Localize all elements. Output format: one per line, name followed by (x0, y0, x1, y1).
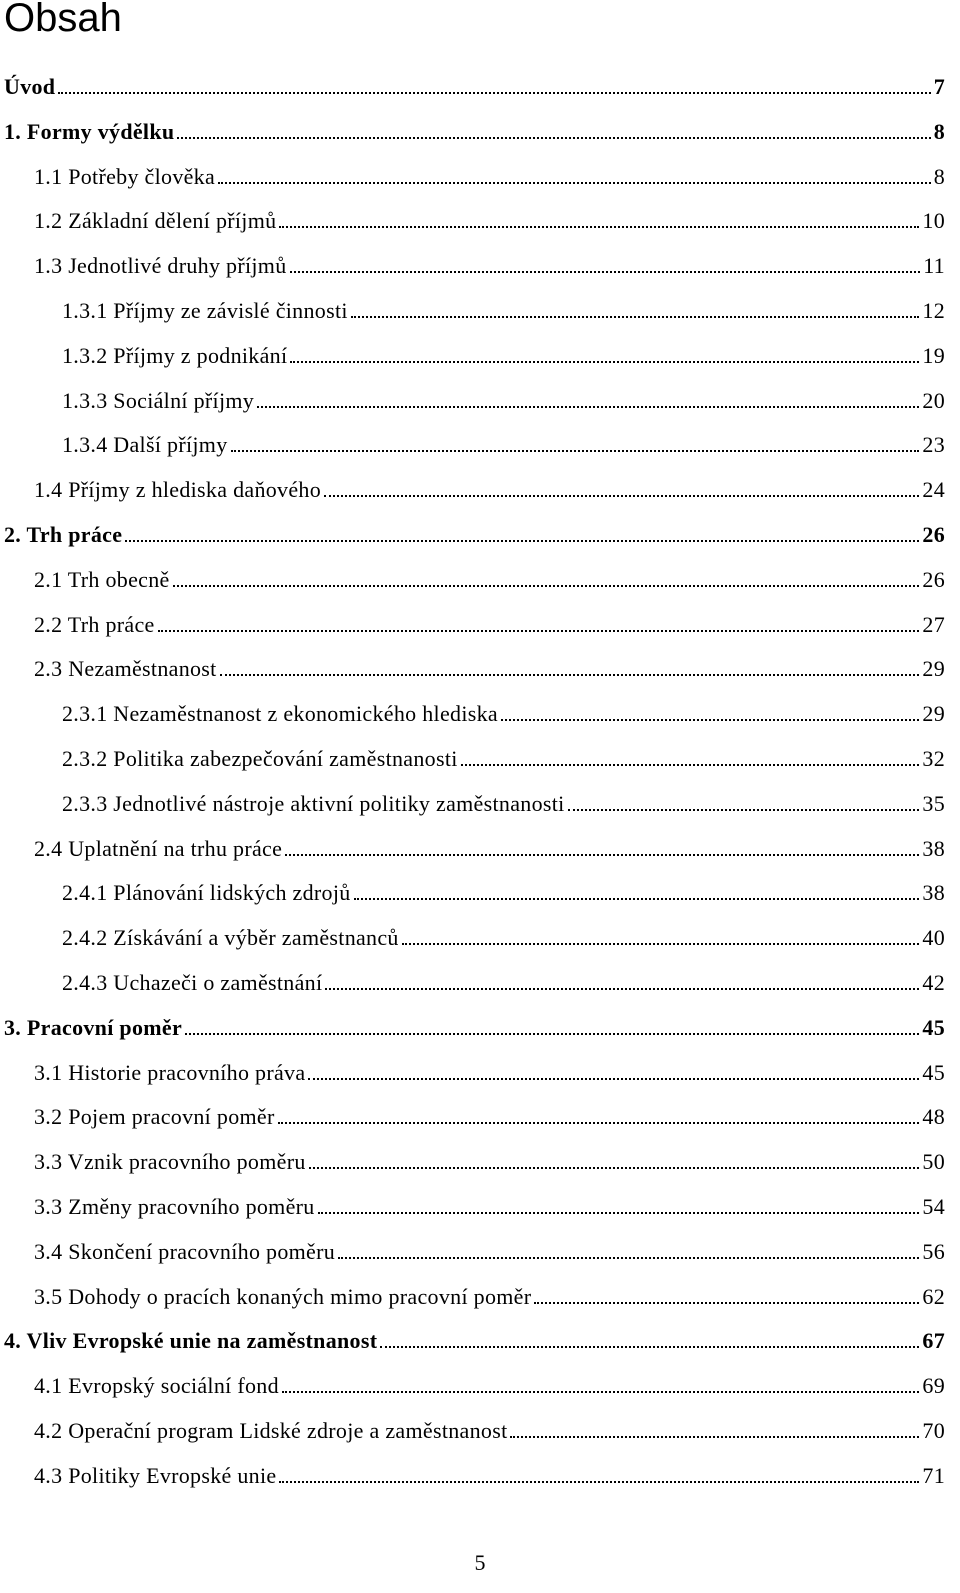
dot-leader (325, 988, 919, 990)
toc-entry-page-number: 32 (922, 746, 945, 771)
toc-entry[interactable] (34, 1186, 945, 1220)
dot-leader (125, 540, 919, 542)
dot-leader (534, 1302, 919, 1304)
toc-entry-page-number: 69 (922, 1373, 945, 1399)
toc-entry[interactable] (4, 1320, 945, 1354)
toc-entry[interactable] (4, 1007, 945, 1041)
toc-entry-label: 3.2 Pojem pracovní poměr (34, 1104, 275, 1130)
toc-entry[interactable] (62, 424, 945, 458)
toc-entry[interactable] (34, 604, 945, 638)
toc-entry[interactable] (34, 1096, 945, 1130)
dot-leader (279, 1481, 919, 1483)
toc-entry-label: 4.3 Politiky Evropské unie (34, 1462, 277, 1488)
dot-leader (285, 854, 919, 856)
toc-entry[interactable] (34, 1141, 945, 1175)
toc-entry-label: 2.4 Uplatnění na trhu práce (34, 835, 283, 861)
toc-entry-page-number: 45 (922, 1059, 945, 1085)
toc-entry[interactable] (62, 917, 945, 951)
toc-entry-label: 4.1 Evropský sociální fond (34, 1373, 279, 1399)
page-title: Obsah (4, 0, 122, 40)
toc-entry-label: 1.3.1 Příjmy ze závislé činnosti (62, 298, 348, 323)
dot-leader (218, 182, 931, 184)
toc-entry-label: 2.3.1 Nezaměstnanost z ekonomického hlediska (62, 701, 498, 727)
toc-entry-label: 3. Pracovní poměr (4, 1014, 183, 1040)
toc-entry-label: 2.2 Trh práce (34, 611, 155, 637)
toc-entry-label: 1. Formy výdělku (4, 118, 175, 144)
toc-entry[interactable] (62, 380, 945, 414)
toc-entry-label: 1.3 Jednotlivé druhy příjmů (34, 253, 287, 279)
toc-entry-page-number: 26 (922, 522, 945, 547)
toc-entry[interactable] (34, 1410, 945, 1444)
toc-entry-label: 1.4 Příjmy z hlediska daňového (34, 477, 322, 503)
toc-entry-label: 2.4.3 Uchazeči o zaměstnání (62, 970, 323, 995)
toc-entry-page-number: 70 (922, 1418, 945, 1443)
toc-entry[interactable] (62, 872, 945, 906)
dot-leader (461, 764, 920, 766)
toc-entry-page-number: 56 (922, 1238, 945, 1264)
toc-entry-page-number: 38 (922, 835, 945, 861)
toc-entry-label: 2.4.2 Získávání a výběr zaměstnanců (62, 925, 399, 951)
toc-entry-label: 1.1 Potřeby člověka (34, 163, 216, 189)
toc-entry-label: 2. Trh práce (4, 522, 123, 547)
toc-entry[interactable] (4, 111, 945, 145)
toc-entry-page-number: 48 (922, 1104, 945, 1130)
toc-entry-page-number: 50 (922, 1149, 945, 1175)
dot-leader (380, 1346, 919, 1348)
dot-leader (257, 406, 919, 408)
toc-entry-label: 4. Vliv Evropské unie na zaměstnanost (4, 1328, 378, 1354)
toc-entry-page-number: 35 (922, 790, 945, 816)
toc-entry[interactable] (34, 1365, 945, 1399)
toc-entry[interactable] (34, 559, 945, 593)
toc-entry-page-number: 11 (923, 253, 945, 279)
dot-leader (309, 1167, 920, 1169)
toc-entry-label: 3.4 Skončení pracovního poměru (34, 1238, 336, 1264)
toc-entry-label: Úvod (4, 74, 56, 99)
toc-entry[interactable] (34, 245, 945, 279)
dot-leader (351, 316, 920, 318)
dot-leader (402, 943, 920, 945)
toc-entry[interactable] (34, 469, 945, 503)
toc-entry-page-number: 29 (922, 701, 945, 727)
toc-entry-page-number: 24 (922, 477, 945, 503)
toc-entry-page-number: 54 (922, 1194, 945, 1219)
dot-leader (501, 719, 919, 721)
toc-entry-page-number: 42 (922, 970, 945, 995)
toc-entry-label: 1.3.4 Další příjmy (62, 432, 228, 458)
toc-entry[interactable] (34, 1276, 945, 1310)
toc-entry-page-number: 26 (922, 566, 945, 592)
dot-leader (158, 630, 920, 632)
dot-leader (220, 674, 920, 676)
toc-entry-page-number: 27 (922, 611, 945, 637)
toc-entry-label: 2.1 Trh obecně (34, 566, 170, 592)
dot-leader (177, 137, 930, 139)
toc-entry[interactable] (4, 514, 945, 548)
dot-leader (185, 1033, 919, 1035)
toc-entry[interactable] (34, 828, 945, 862)
dot-leader (354, 898, 920, 900)
dot-leader (278, 1122, 920, 1124)
toc-entry-page-number: 40 (922, 925, 945, 951)
toc-entry-page-number: 23 (922, 432, 945, 458)
toc-entry-page-number: 62 (922, 1283, 945, 1309)
toc-entry-label: 2.3 Nezaměstnanost (34, 656, 217, 682)
toc-entry[interactable] (34, 200, 945, 234)
toc-entry-label: 1.3.2 Příjmy z podnikání (62, 342, 288, 368)
toc-entry[interactable] (62, 335, 945, 369)
dot-leader (290, 361, 919, 363)
toc-entry[interactable] (34, 648, 945, 682)
toc-entry[interactable] (62, 783, 945, 817)
toc-entry[interactable] (62, 738, 945, 772)
toc-entry[interactable] (62, 693, 945, 727)
toc-entry-page-number: 29 (922, 656, 945, 682)
toc-entry-label: 1.3.3 Sociální příjmy (62, 387, 255, 413)
toc-entry-page-number: 8 (933, 163, 945, 189)
dot-leader (290, 271, 921, 273)
dot-leader (338, 1257, 919, 1259)
toc-entry[interactable] (62, 290, 945, 324)
toc-entry-page-number: 38 (922, 880, 945, 906)
page-number: 5 (474, 1550, 486, 1575)
toc-entry[interactable] (4, 66, 945, 100)
toc-entry-label: 3.3 Změny pracovního poměru (34, 1194, 315, 1219)
toc-entry[interactable] (34, 156, 945, 190)
dot-leader (568, 809, 920, 811)
toc-entry-page-number: 12 (922, 298, 945, 323)
dot-leader (510, 1436, 919, 1438)
toc-entry-page-number: 19 (922, 342, 945, 368)
dot-leader (324, 495, 919, 497)
toc-entry-page-number: 67 (922, 1328, 945, 1354)
dot-leader (231, 450, 920, 452)
dot-leader (318, 1212, 920, 1214)
dot-leader (279, 226, 919, 228)
toc-entry-label: 3.3 Vznik pracovního poměru (34, 1149, 306, 1175)
toc-entry-page-number: 8 (933, 118, 945, 144)
toc-entry[interactable] (34, 1455, 945, 1489)
toc-entry-page-number: 45 (922, 1014, 945, 1040)
toc-entry-label: 1.2 Základní dělení příjmů (34, 208, 277, 234)
toc-entry-label: 3.1 Historie pracovního práva (34, 1059, 306, 1085)
dot-leader (282, 1391, 920, 1393)
toc-entry-label: 2.3.3 Jednotlivé nástroje aktivní politiky zaměstnanosti (62, 790, 565, 816)
toc-entry[interactable] (34, 1052, 945, 1086)
dot-leader (308, 1078, 919, 1080)
toc-entry-label: 2.3.2 Politika zabezpečování zaměstnanosti (62, 746, 458, 771)
toc-entry-label: 4.2 Operační program Lidské zdroje a zaměstnanost (34, 1418, 508, 1443)
toc-entry-page-number: 20 (922, 387, 945, 413)
toc-entry[interactable] (34, 1231, 945, 1265)
dot-leader (173, 585, 920, 587)
toc-entry-label: 2.4.1 Plánování lidských zdrojů (62, 880, 351, 906)
dot-leader (58, 92, 930, 94)
toc-entry-page-number: 7 (933, 74, 945, 99)
toc-entry-label: 3.5 Dohody o pracích konaných mimo pracovní poměr (34, 1283, 532, 1309)
toc-entry-page-number: 10 (922, 208, 945, 234)
toc-entry-page-number: 71 (922, 1462, 945, 1488)
toc-entry[interactable] (62, 962, 945, 996)
